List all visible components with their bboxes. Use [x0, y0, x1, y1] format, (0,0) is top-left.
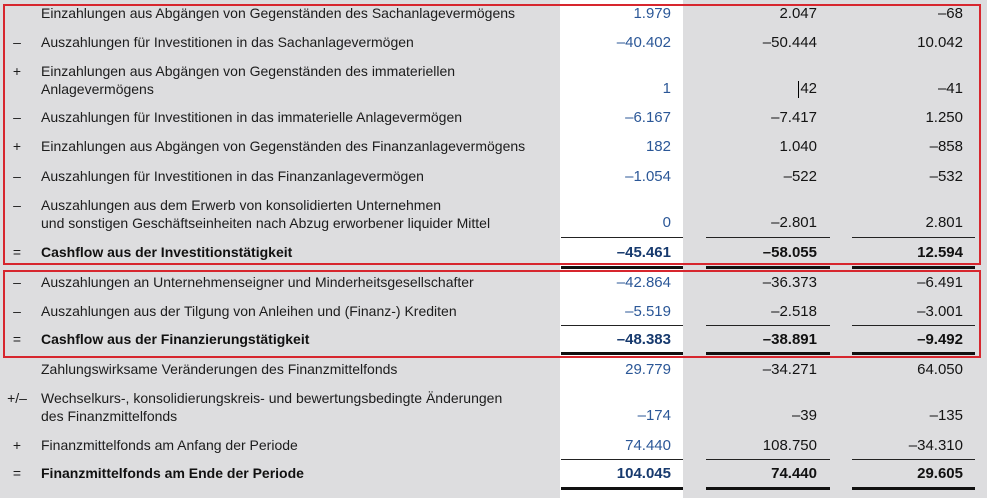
- value-column-3: –68: [937, 5, 963, 22]
- row-label: Einzahlungen aus Abgängen von Gegenständen des Sachanlagevermögens: [41, 5, 516, 21]
- row-operator: –: [13, 303, 21, 319]
- value-column-3: –34.310: [908, 437, 963, 454]
- value-column-1: 29.779: [625, 361, 671, 378]
- subtotal-rule: [706, 459, 830, 460]
- value-column-2: 1.040: [779, 138, 817, 155]
- row-operator: =: [12, 465, 22, 481]
- value-column-1: 0: [662, 214, 671, 231]
- total-double-rule: [561, 266, 683, 269]
- row-label: Auszahlungen aus der Tilgung von Anleihen und (Finanz-) Krediten: [41, 303, 457, 319]
- value-column-1: –40.402: [616, 34, 671, 51]
- value-column-2: –58.055: [762, 244, 817, 261]
- row-label: Cashflow aus der Investitionstätigkeit: [41, 244, 293, 260]
- value-column-1: 1.979: [633, 5, 671, 22]
- table-row: [0, 390, 987, 425]
- value-column-3: –858: [929, 138, 963, 155]
- financing-section-frame: [3, 270, 981, 358]
- value-column-2: –522: [783, 168, 817, 185]
- value-column-1: –48.383: [616, 331, 671, 348]
- row-operator: +: [12, 138, 22, 154]
- row-label: Wechselkurs-, konsolidierungskreis- und bewertungsbedingte Änderungen des Finanzmittelfonds: [41, 390, 503, 424]
- investment-section-frame: [3, 4, 981, 265]
- value-column-2: –36.373: [762, 274, 817, 291]
- value-column-2: –2.801: [771, 214, 817, 231]
- subtotal-rule: [561, 459, 683, 460]
- row-operator: +/–: [7, 390, 27, 406]
- total-double-rule: [561, 487, 683, 490]
- row-label: Zahlungswirksame Veränderungen des Finanzmittelfonds: [41, 361, 398, 377]
- row-operator: =: [12, 331, 22, 347]
- value-column-1: 1: [662, 80, 671, 97]
- row-operator: –: [13, 168, 21, 184]
- total-double-rule: [852, 266, 975, 269]
- value-column-2: –2.518: [771, 303, 817, 320]
- value-column-3: 2.801: [925, 214, 963, 231]
- value-column-1: –42.864: [616, 274, 671, 291]
- value-column-1: –1.054: [625, 168, 671, 185]
- value-column-1: –6.167: [625, 109, 671, 126]
- value-column-2: –7.417: [771, 109, 817, 126]
- value-column-3: 64.050: [917, 361, 963, 378]
- value-column-2: –34.271: [762, 361, 817, 378]
- row-operator: –: [13, 34, 21, 50]
- row-operator: –: [13, 197, 21, 213]
- value-column-3: –532: [929, 168, 963, 185]
- row-label: Auszahlungen aus dem Erwerb von konsolidierten Unternehmen und sonstigen Geschäftseinheiten nach Abzug erworbener liquider Mittel: [41, 197, 491, 231]
- row-operator: –: [13, 274, 21, 290]
- value-column-1: –45.461: [616, 244, 671, 261]
- value-column-1: –174: [637, 407, 671, 424]
- row-operator: +: [12, 437, 22, 453]
- row-operator: =: [12, 244, 22, 260]
- value-column-2: –38.891: [762, 331, 817, 348]
- row-label: Auszahlungen für Investitionen in das Sachanlagevermögen: [41, 34, 414, 50]
- table-row: [0, 361, 987, 379]
- value-column-2: 2.047: [779, 5, 817, 22]
- row-operator: –: [13, 109, 21, 125]
- value-column-2: –39: [791, 407, 817, 424]
- row-label: Auszahlungen für Investitionen in das immaterielle Anlagevermögen: [41, 109, 463, 125]
- value-column-3: 1.250: [925, 109, 963, 126]
- value-column-1: 182: [645, 138, 671, 155]
- total-double-rule: [706, 487, 830, 490]
- row-operator: +: [12, 63, 22, 79]
- value-column-3: –135: [929, 407, 963, 424]
- subtotal-rule: [852, 459, 975, 460]
- row-label: Finanzmittelfonds am Ende der Periode: [41, 465, 304, 481]
- value-column-3: –6.491: [917, 274, 963, 291]
- total-double-rule: [852, 487, 975, 490]
- row-label: Cashflow aus der Finanzierungstätigkeit: [41, 331, 310, 347]
- value-column-3: 29.605: [917, 465, 963, 482]
- value-column-2: 108.750: [762, 437, 817, 454]
- row-label: Auszahlungen an Unternehmenseigner und Minderheitsgesellschafter: [41, 274, 474, 290]
- value-column-1: 104.045: [616, 465, 671, 482]
- row-label: Finanzmittelfonds am Anfang der Periode: [41, 437, 298, 453]
- value-column-3: 10.042: [917, 34, 963, 51]
- value-column-3: 12.594: [917, 244, 963, 261]
- row-label: Einzahlungen aus Abgängen von Gegenständen des Finanzanlagevermögens: [41, 138, 526, 154]
- value-column-3: –3.001: [917, 303, 963, 320]
- value-column-2: 74.440: [771, 465, 817, 482]
- value-column-3: –41: [937, 80, 963, 97]
- row-label: Auszahlungen für Investitionen in das Finanzanlagevermögen: [41, 168, 424, 184]
- value-column-3: –9.492: [917, 331, 963, 348]
- total-double-rule: [706, 266, 830, 269]
- row-label: Einzahlungen aus Abgängen von Gegenständen des immateriellen Anlagevermögens: [41, 63, 456, 97]
- value-column-2: 42: [800, 80, 817, 97]
- value-column-1: 74.440: [625, 437, 671, 454]
- total-row: [0, 465, 987, 483]
- value-column-1: –5.519: [625, 303, 671, 320]
- table-row: [0, 437, 987, 455]
- value-column-2: –50.444: [762, 34, 817, 51]
